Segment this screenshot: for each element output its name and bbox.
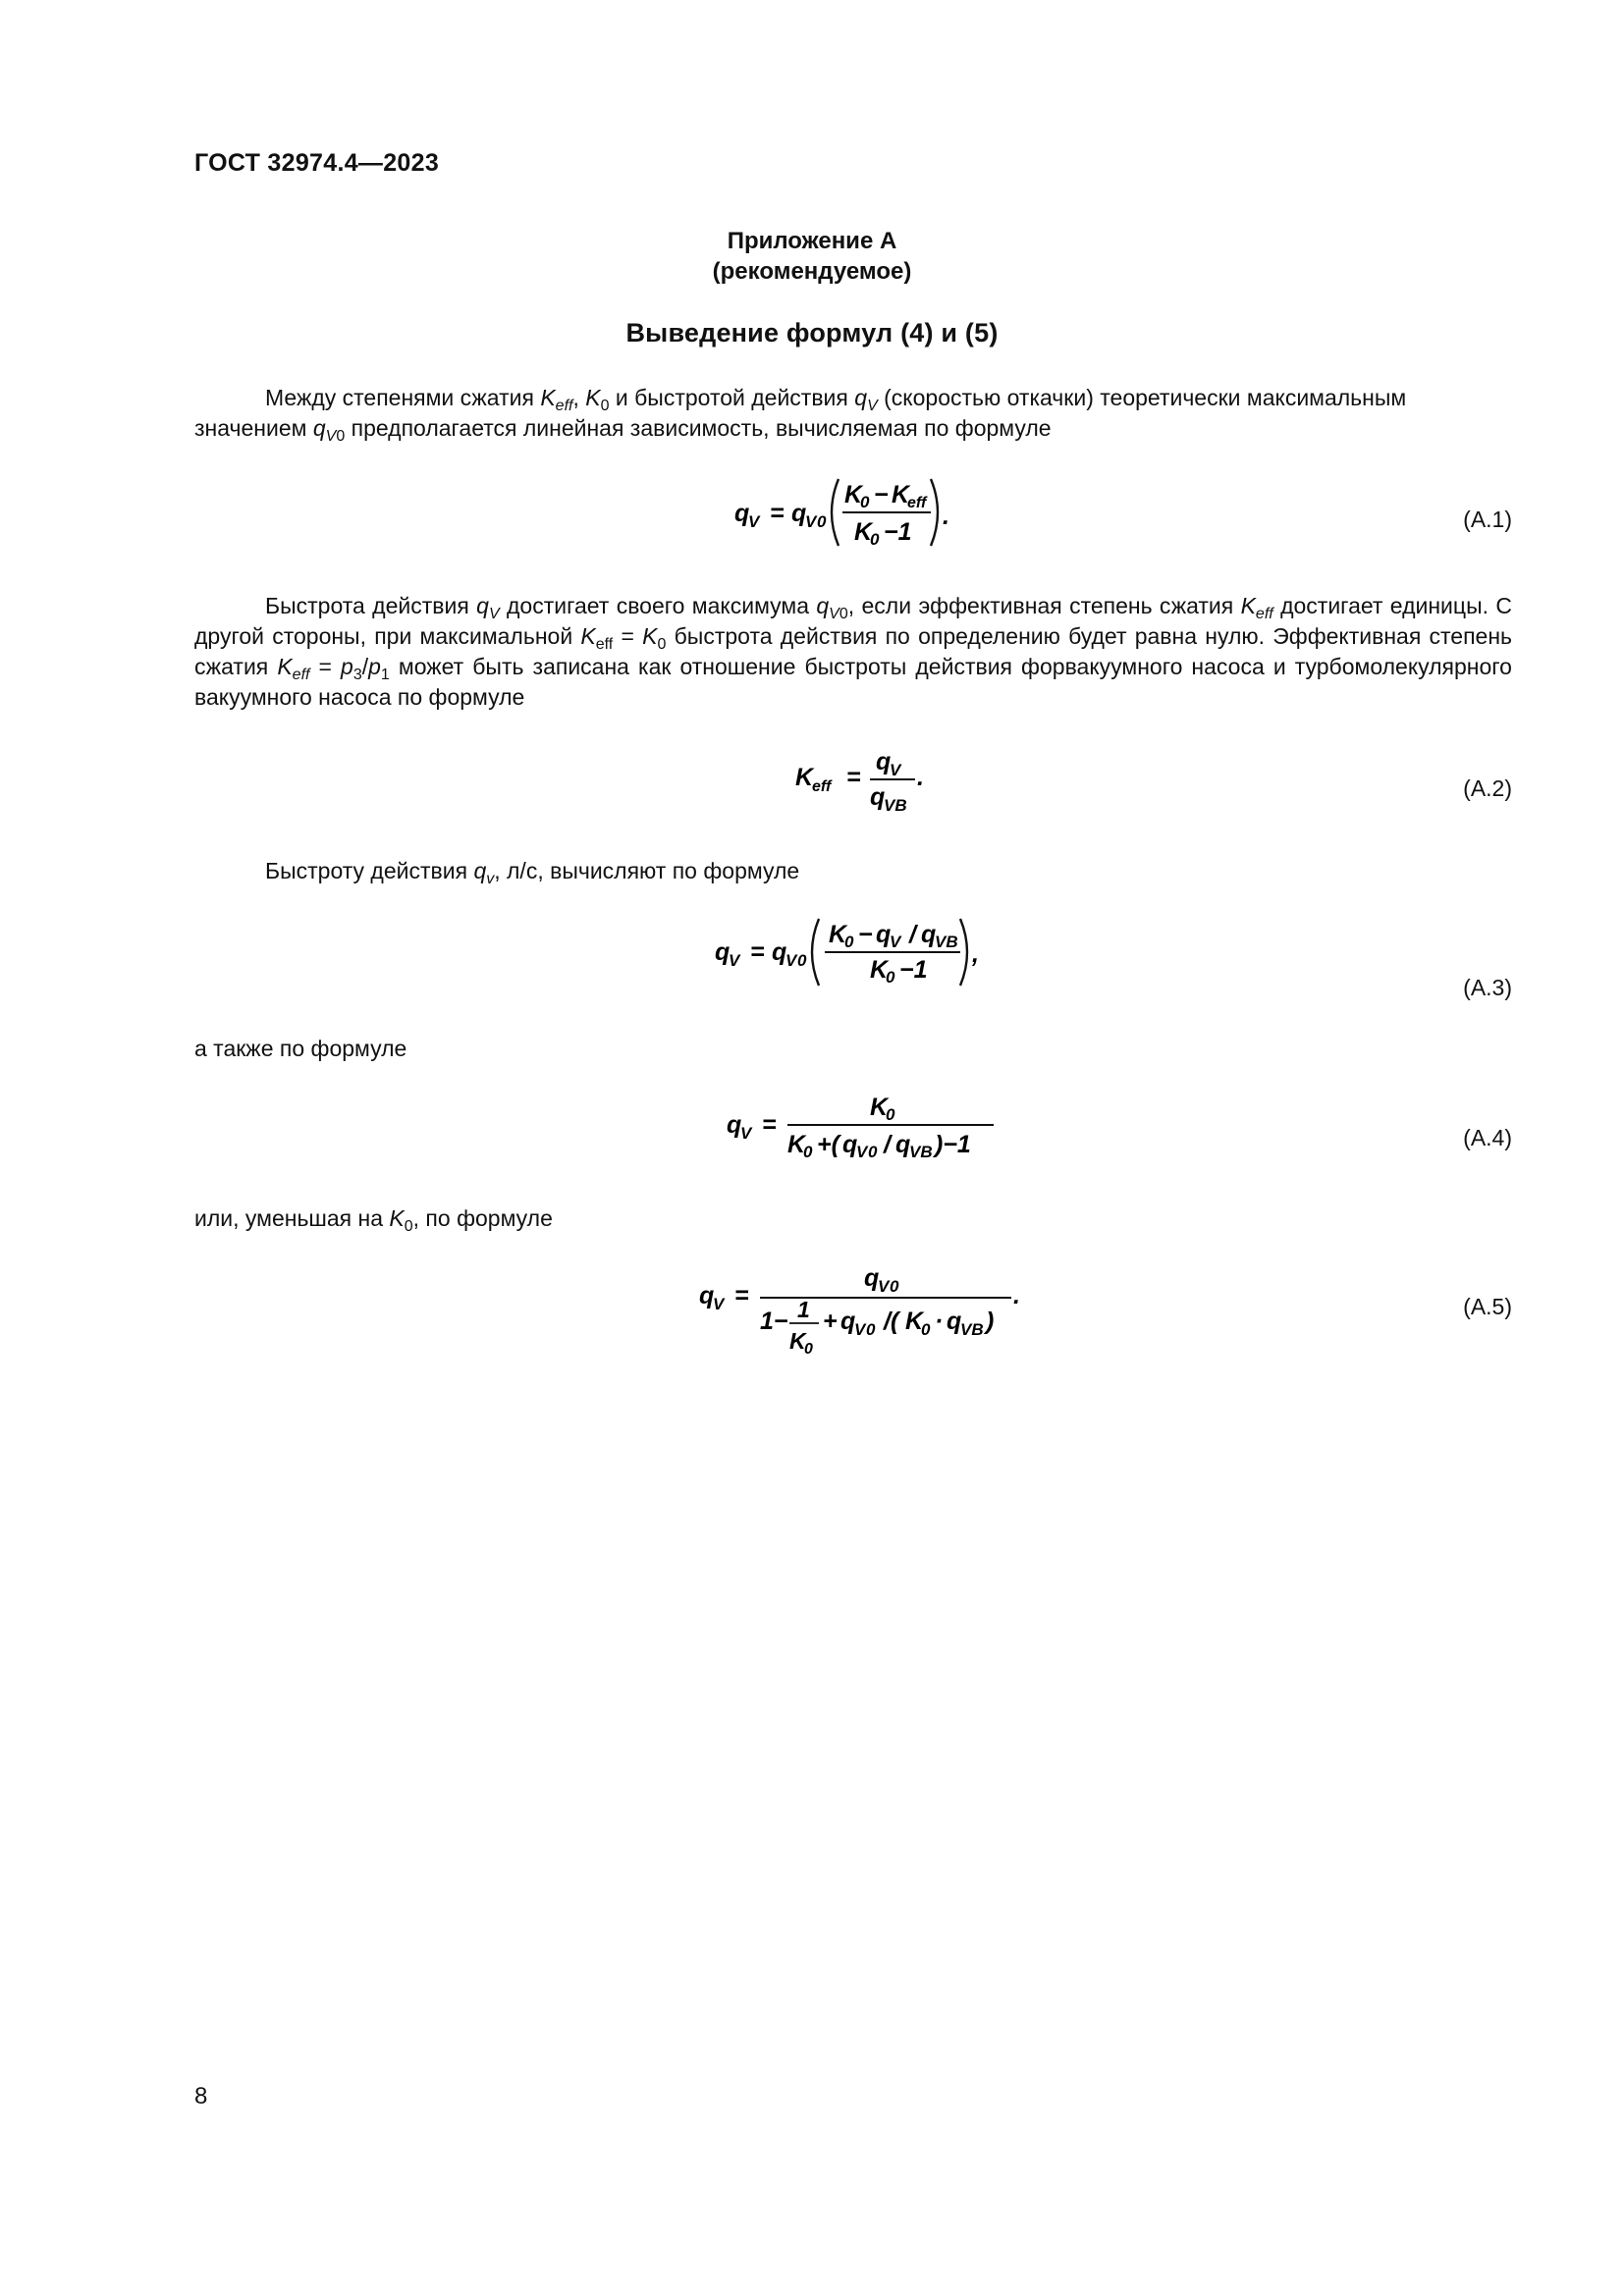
svg-text:V: V [785,951,797,970]
svg-text:V: V [854,1320,866,1339]
svg-text:·: · [935,1308,944,1335]
svg-text:0: 0 [817,512,827,531]
svg-text:K: K [870,956,889,984]
svg-text:0: 0 [804,1341,813,1358]
svg-text:+(: +( [817,1131,839,1158]
paragraph-text: достигает своего максимума [499,593,817,618]
equation-number-a3: (A.3) [1463,975,1512,1000]
paragraph-text: , л/с, вычисляют по формуле [494,858,800,883]
paragraph-text: быстрота действия по определению будет равна нулю. Эффективная степень сжатия [194,623,1513,679]
svg-text:VB: VB [884,796,907,815]
formula-a3 [715,915,990,1000]
paragraph-text: , по формуле [412,1205,553,1231]
paragraph-text: , если эффективная степень сжатия [847,593,1241,618]
svg-text:K: K [854,518,873,546]
svg-text:,: , [972,940,979,968]
paragraph-4: а также по формуле [194,1036,407,1061]
paragraph-text: Между степенями сжатия [265,385,541,410]
svg-text:V: V [890,933,901,951]
svg-text:q: q [864,1264,880,1292]
svg-text:V: V [878,1277,890,1296]
svg-text:V: V [890,761,901,779]
svg-text:+: + [823,1308,838,1335]
svg-text:q: q [947,1308,962,1335]
paragraph-text: Быстрота действия [265,593,477,618]
svg-text:−: − [858,921,873,948]
document-header: ГОСТ 32974.4—2023 [194,149,440,177]
paragraph-text: или, уменьшая на [194,1205,390,1231]
svg-text:K: K [795,764,814,791]
svg-text:.: . [917,764,924,791]
svg-text:0: 0 [866,1320,876,1339]
equation-number-a2: (A.2) [1463,775,1512,801]
paragraph-text: достигает единицы. С другой стороны, при максимальной [194,593,1512,649]
svg-text:.: . [943,503,949,530]
section-title: Выведение формул (4) и (5) [625,318,999,347]
svg-text:q: q [734,500,750,527]
paragraph-text: (скоростью откачки) теоретически максимальным [877,385,1407,410]
appendix-status: (рекомендуемое) [712,258,912,285]
svg-text:0: 0 [844,933,854,951]
svg-text:−1: −1 [899,956,928,984]
svg-text:K: K [905,1308,924,1335]
svg-text:K: K [829,921,847,948]
paragraph-text: Быстроту действия [265,858,474,883]
svg-text:V: V [856,1143,868,1161]
svg-text:VB: VB [909,1143,933,1161]
svg-text:=: = [734,1282,749,1309]
svg-text:VB: VB [960,1320,984,1339]
paragraph-1: Между степенями сжатия $K_{eff}$, $K_0$ и быстротой действия $q_V$ (скоростью откачки) теоретически максимальным значением $q_{V0}$ предполагается линейная зависимость, вычисляемая по формуле [194,385,1407,445]
svg-text:)−1: )−1 [935,1131,971,1158]
svg-text:=: = [770,500,785,527]
paragraph-text: значением [194,415,313,441]
svg-text:K: K [789,1328,806,1354]
formula-a2 [795,742,933,824]
equation-number-a1: (A.1) [1463,507,1512,532]
svg-text:q: q [715,938,731,966]
svg-text:q: q [772,938,787,966]
svg-text:eff: eff [907,495,927,511]
svg-text:eff: eff [812,778,832,795]
svg-text:q: q [876,921,892,948]
svg-text:K: K [870,1094,889,1121]
svg-text:V: V [740,1124,752,1143]
svg-text:.: . [1013,1282,1020,1309]
svg-text:=: = [762,1111,777,1139]
svg-text:1−: 1− [760,1308,788,1335]
paragraph-5: или, уменьшая на $K_0$, по формуле [194,1205,553,1235]
formula-a4 [727,1088,1001,1173]
svg-text:/: / [909,921,916,948]
svg-text:=: = [750,938,765,966]
svg-text:q: q [921,921,937,948]
svg-text:q: q [870,783,886,811]
svg-text:0: 0 [890,1277,899,1296]
svg-text:V: V [713,1295,725,1313]
paragraph-text: предполагается линейная зависимость, вычисляемая по формуле [345,415,1052,441]
paragraph-text: может быть записана как отношение быстроты действия форвакуумного насоса и турбомолекулярного вакуумного насоса по формуле [194,654,1512,710]
svg-text:0: 0 [870,530,880,549]
svg-text:q: q [699,1282,715,1309]
svg-text:q: q [791,500,807,527]
svg-text:V: V [748,512,760,531]
paragraph-text: и быстротой действия [609,385,855,410]
svg-text:K: K [787,1131,806,1158]
svg-text:): ) [986,1308,995,1335]
svg-text:0: 0 [868,1143,878,1161]
appendix-title: Приложение А [727,228,897,254]
svg-text:q: q [842,1131,858,1158]
svg-text:=: = [846,764,861,791]
svg-text:0: 0 [886,1105,895,1124]
svg-text:/: / [884,1131,891,1158]
svg-text:0: 0 [921,1320,931,1339]
svg-text:−1: −1 [884,518,912,546]
svg-text:V: V [805,512,817,531]
svg-text:−: − [874,481,889,508]
svg-text:0: 0 [803,1143,813,1161]
svg-text:K: K [844,481,863,508]
svg-text:K: K [892,481,910,508]
svg-text:0: 0 [886,968,895,987]
svg-text:1: 1 [797,1297,810,1322]
svg-text:q: q [895,1131,911,1158]
svg-text:0: 0 [797,951,807,970]
paragraph-2: Быстрота действия $q_V$ достигает своего максимума $q_{V0}$, если эффективная степень сжатия $K_{eff}$ достигает единицы. С другой стороны, при максимальной $K_{eff} = K_0$ быстрота действия по определению будет равна нулю. Эффективная степень сжатия $K_{eff} = p_3/p_1$ может быть записана как отношение быстроты действия форвакуумного насоса и турбомолекулярного вакуумного насоса по формуле [194,593,1513,710]
formula-a1 [734,473,990,559]
svg-text:0: 0 [860,493,870,511]
svg-text:q: q [727,1111,742,1139]
page-number: 8 [194,2083,208,2109]
svg-text:V: V [729,951,740,970]
svg-text:q: q [876,748,892,775]
equation-number-a4: (A.4) [1463,1125,1512,1150]
paragraph-3: Быстроту действия $q_v$, л/с, вычисляют по формуле [265,858,800,887]
formula-a5 [699,1262,1033,1367]
svg-text:VB: VB [935,933,958,951]
svg-text:/(: /( [884,1308,899,1335]
equation-number-a5: (A.5) [1463,1294,1512,1319]
svg-text:q: q [840,1308,856,1335]
